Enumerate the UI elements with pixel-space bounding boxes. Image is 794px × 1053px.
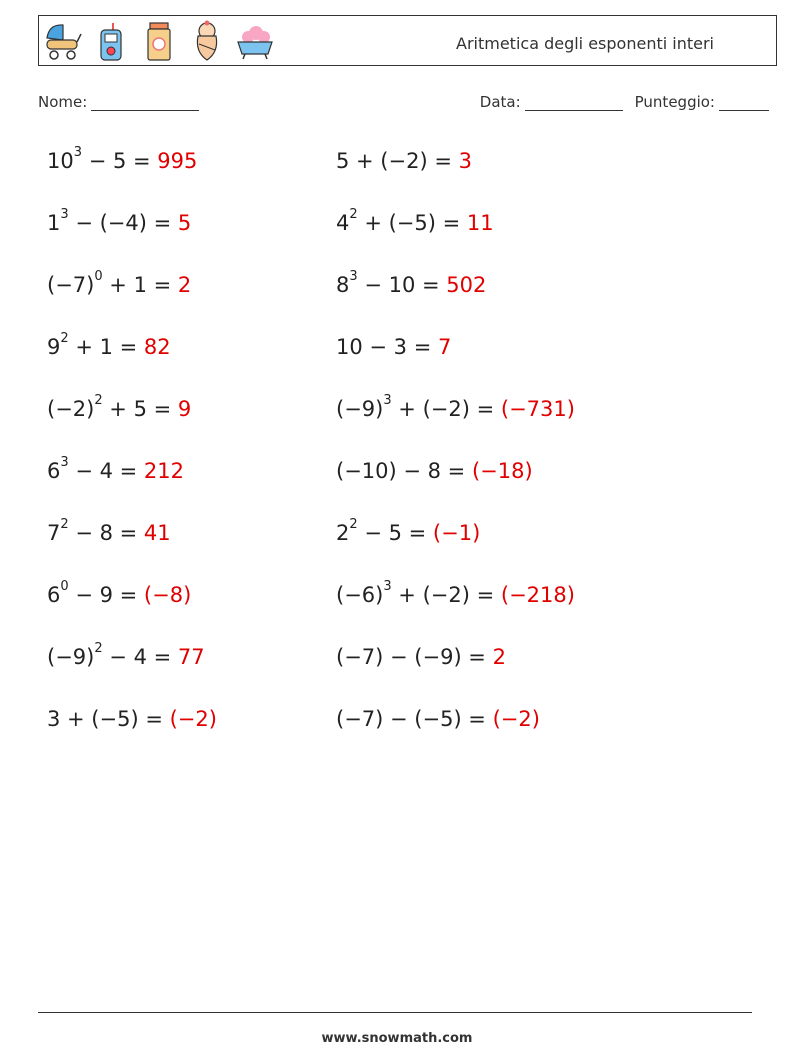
problem-right-1 [336, 149, 472, 173]
problem-right-9 [336, 645, 506, 669]
date-blank-line[interactable] [525, 96, 623, 111]
problem-expression: (−7) − (−5) = [336, 707, 493, 731]
exponent: 0 [94, 269, 103, 284]
problem-expression: (−10) − 8 = [336, 459, 472, 483]
answer: 3 [458, 149, 472, 173]
answer: 502 [446, 273, 487, 297]
problem-expression: 4 [336, 211, 350, 235]
problem-operator: − (−4) = [68, 211, 178, 235]
problem-expression: 6 [47, 583, 61, 607]
problem-operator: + 1 = [68, 335, 144, 359]
problem-expression: 10 − 3 = [336, 335, 438, 359]
problem-left-9 [47, 641, 205, 669]
problem-expression: (−7) − (−9) = [336, 645, 493, 669]
problem-expression: (−9) [47, 645, 95, 669]
problem-operator: + (−5) = [357, 211, 467, 235]
problem-expression: 1 [47, 211, 61, 235]
problem-expression: (−9) [336, 397, 384, 421]
footer-url: www.snowmath.com [321, 1031, 473, 1046]
answer: (−2) [492, 707, 540, 731]
problem-expression: 3 + (−5) = [47, 707, 170, 731]
header-box [38, 15, 777, 66]
problem-left-8 [47, 579, 192, 607]
problem-expression: 7 [47, 521, 61, 545]
baby-food-jar-icon [139, 20, 187, 64]
score-label: Punteggio: [634, 93, 715, 111]
problem-operator: − 9 = [68, 583, 144, 607]
problem-left-5 [47, 393, 192, 421]
exponent: 2 [94, 393, 103, 408]
baby-stroller-icon [43, 20, 91, 64]
answer: 995 [157, 149, 198, 173]
problem-right-4 [336, 335, 451, 359]
problem-operator: + 5 = [102, 397, 178, 421]
name-field [38, 93, 199, 111]
exponent: 2 [60, 331, 69, 346]
problem-expression: 2 [336, 521, 350, 545]
name-label: Nome: [38, 93, 88, 111]
exponent: 3 [349, 269, 358, 284]
problem-right-7 [336, 517, 481, 545]
problem-operator: − 8 = [68, 521, 144, 545]
exponent: 3 [383, 393, 392, 408]
problem-left-7 [47, 517, 171, 545]
name-blank-line[interactable] [91, 96, 199, 111]
problem-operator: + (−2) = [391, 397, 501, 421]
answer: 82 [143, 335, 171, 359]
problem-expression: 10 [47, 149, 74, 173]
exponent: 3 [383, 579, 392, 594]
answer: 11 [466, 211, 494, 235]
answer: (−8) [143, 583, 192, 607]
problem-operator: − 10 = [357, 273, 447, 297]
answer: (−1) [432, 521, 481, 545]
answer: 2 [492, 645, 506, 669]
answer: 77 [177, 645, 205, 669]
answer: 212 [143, 459, 185, 483]
problem-left-3 [47, 269, 192, 297]
footer-divider [38, 1012, 752, 1013]
answer: 7 [437, 335, 452, 359]
answer: 41 [143, 521, 171, 545]
worksheet-title: Aritmetica degli esponenti interi [456, 34, 714, 53]
answer: (−18) [471, 459, 533, 483]
problem-expression: (−7) [47, 273, 95, 297]
exponent: 3 [60, 455, 69, 470]
answer: 2 [177, 273, 192, 297]
answer: (−2) [169, 707, 217, 731]
problem-right-2 [336, 207, 494, 235]
exponent: 2 [349, 207, 358, 222]
problem-operator: − 4 = [102, 645, 178, 669]
swaddled-baby-icon [187, 20, 235, 64]
problem-right-3 [336, 269, 487, 297]
problem-left-1 [47, 145, 198, 173]
icon-strip [43, 20, 283, 64]
baby-bath-icon [235, 20, 283, 64]
exponent: 3 [60, 207, 69, 222]
exponent: 0 [60, 579, 69, 594]
problem-expression: 5 + (−2) = [336, 149, 459, 173]
problem-operator: + 1 = [102, 273, 178, 297]
exponent: 2 [60, 517, 69, 532]
exponent: 2 [349, 517, 358, 532]
problem-left-10 [47, 707, 217, 731]
answer: (−218) [500, 583, 575, 607]
score-blank-line[interactable] [719, 96, 769, 111]
problem-expression: 8 [336, 273, 350, 297]
date-label: Data: [479, 93, 521, 111]
problem-operator: − 5 = [82, 149, 158, 173]
problem-right-5 [336, 393, 575, 421]
problem-right-8 [336, 579, 575, 607]
problem-left-6 [47, 455, 185, 483]
problem-right-6 [336, 459, 533, 483]
problem-right-10 [336, 707, 540, 731]
problem-operator: + (−2) = [391, 583, 501, 607]
problem-expression: 6 [47, 459, 61, 483]
problem-left-4 [47, 331, 171, 359]
exponent: 3 [73, 145, 83, 160]
problem-operator: − 4 = [68, 459, 144, 483]
answer: (−731) [500, 397, 575, 421]
problem-operator: − 5 = [357, 521, 433, 545]
problem-expression: (−2) [47, 397, 95, 421]
answer: 9 [177, 397, 192, 421]
problem-expression: (−6) [336, 583, 384, 607]
problem-expression: 9 [47, 335, 61, 359]
problem-left-2 [47, 207, 192, 235]
baby-monitor-icon [91, 20, 139, 64]
answer: 5 [177, 211, 192, 235]
exponent: 2 [94, 641, 103, 656]
date-score-fields [480, 93, 769, 111]
